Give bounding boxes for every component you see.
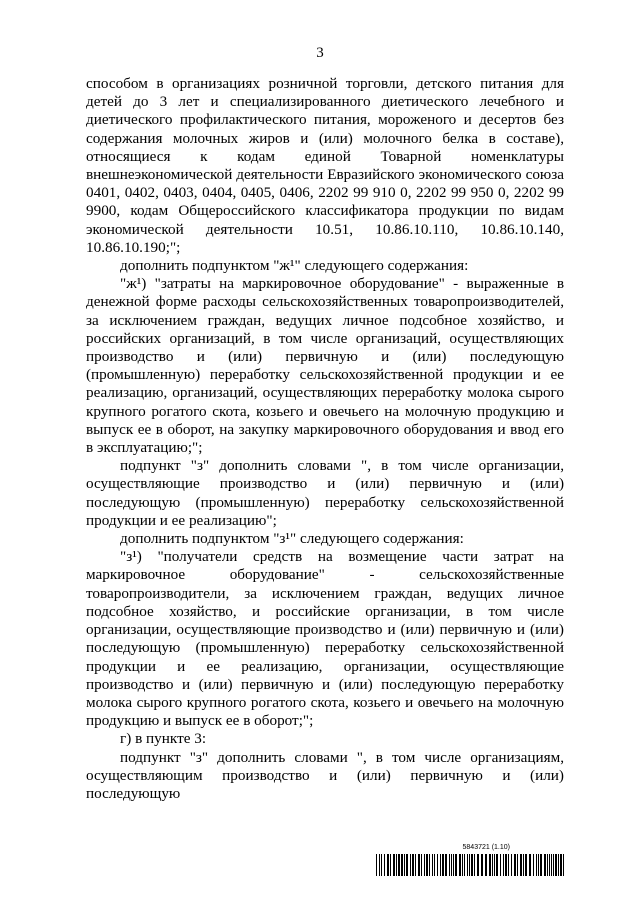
barcode-icon <box>376 854 564 876</box>
document-footer <box>376 843 564 876</box>
paragraph-clause-3-subclause-z: подпункт "з" дополнить словами ", в том числе организациям, осуществляющим производство и (или) первичную и (или) последующую <box>86 748 564 802</box>
paragraph-subclause-z-amend: подпункт "з" дополнить словами ", в том числе организации, осуществляющие производство и (или) первичную и (или) последующую (промышленную) переработку сельскохозяйственной продукции и ее реализацию"; <box>86 457 564 529</box>
paragraph-add-subclause-z1: дополнить подпунктом "з¹" следующего содержания: <box>120 530 464 548</box>
paragraph-zh1-definition: "ж¹) "затраты на маркировочное оборудование" - выраженные в денежной форме расходы сельскохозяйственных товаропроизводителей, за исключением граждан, ведущих личное подсобное хозяйство, и российских организаций, в том числе организаций, осуществляющих производство и (или) первичную и (или) последующую (промышленную) переработку сельскохозяйственной продукции и ее реализацию, организаций, осуществляющих переработку молока сырого крупного рогатого скота, козьего и овечьего на молочную продукцию и выпуск ее в оборот, на закупку маркировочного оборудования и ввод его в эксплуатацию;"; <box>86 275 564 457</box>
paragraph-continuation: способом в организациях розничной торговли, детского питания для детей до 3 лет и специализированного диетического лечебного и диетического профилактического питания, мороженого и десертов без содержания молочных жиров и (или) молочного белка в составе), относящиеся к кодам единой Товарной номенклатуры внешнеэкономической деятельности Евразийского экономического союза 0401, 0402, 0403, 0404, 0405, 0406, 2202 99 910 0, 2202 99 950 0, 2202 99 9900, кодам Общероссийского классификатора продукции по видам экономической деятельности 10.51, 10.86.10.110, 10.86.10.140, 10.86.10.190;"; <box>86 75 564 256</box>
paragraph-z1-definition: "з¹) "получатели средств на возмещение части затрат на маркировочное оборудование" - сельскохозяйственные товаропроизводители, за исключением граждан, ведущих личное подсобное хозяйство, и российские организации, в том числе организации, осуществляющие производство и (или) первичную и (или) последующую (промышленную) переработку сельскохозяйственной продукции и ее реализацию, организации, осуществляющие производство и (или) первичную и (или) последующую переработку молока сырого крупного рогатого скота, козьего и овечьего на молочную продукцию и выпуск ее в оборот;"; <box>86 548 564 730</box>
paragraph-add-subclause-zh1: дополнить подпунктом "ж¹" следующего содержания: <box>120 257 469 275</box>
document-code: 5843721 (1.10) <box>462 844 510 851</box>
page-number: 3 <box>316 45 324 61</box>
paragraph-clause-3-heading: г) в пункте 3: <box>120 730 207 748</box>
document-body <box>86 75 564 803</box>
